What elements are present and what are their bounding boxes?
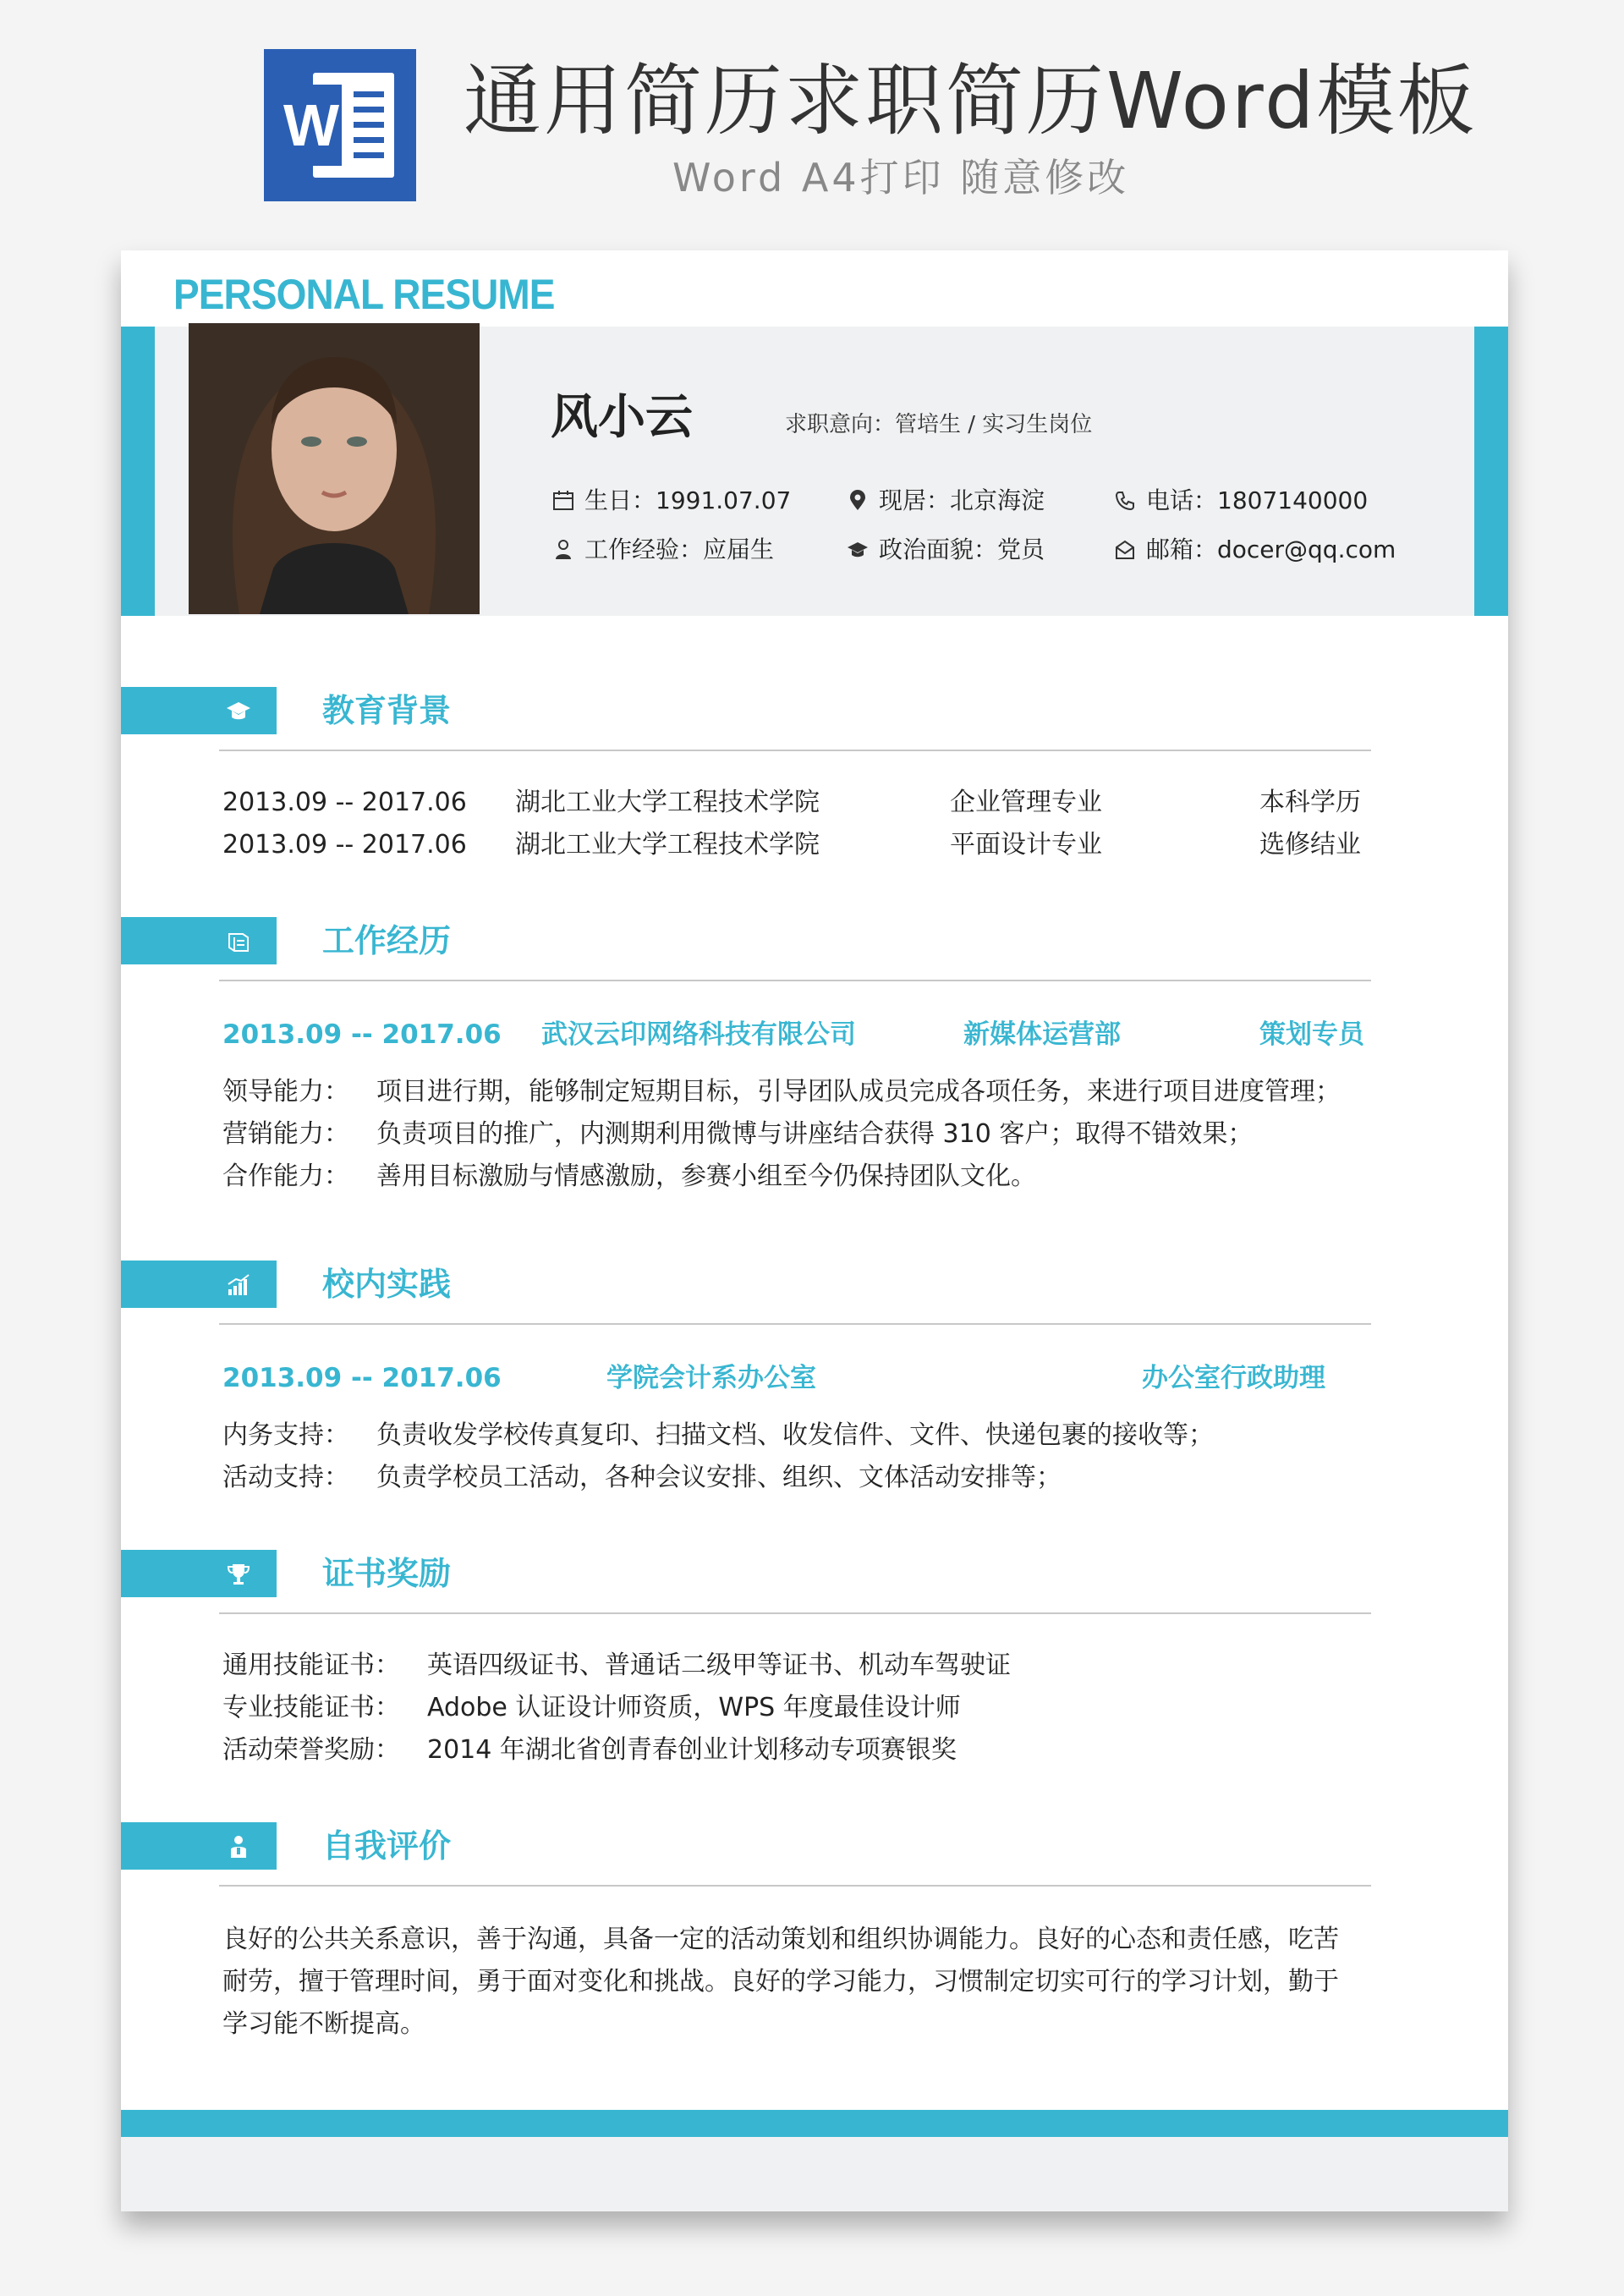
footer-accent-bar: [121, 2110, 1508, 2137]
work-department: 新媒体运营部: [963, 1019, 1121, 1050]
campus-title: 校内实践: [322, 1266, 452, 1303]
work-title: 工作经历: [322, 922, 452, 959]
header-accent-left: [121, 327, 155, 616]
calendar-icon: [552, 490, 574, 512]
residence-text: 现居：北京海淀: [879, 486, 1045, 514]
campus-section-bar: [121, 1261, 277, 1308]
work-item-label: 合作能力：: [222, 1162, 349, 1191]
word-letter: W: [281, 85, 342, 166]
phone-info: [1114, 484, 1368, 518]
campus-position: 办公室行政助理: [1142, 1363, 1325, 1393]
resume-page: [121, 250, 1508, 2211]
trophy-icon: [226, 1562, 251, 1587]
campus-item-label: 内务支持：: [222, 1420, 349, 1450]
politics-text: 政治面貌：党员: [879, 536, 1045, 563]
education-school: 湖北工业大学工程技术学院: [515, 830, 820, 860]
education-school: 湖北工业大学工程技术学院: [515, 788, 820, 817]
certificate-text: 英语四级证书、普通话二级甲等证书、机动车驾驶证: [427, 1651, 1011, 1680]
experience-text: 工作经验：应届生: [584, 536, 775, 563]
certificate-label: 通用技能证书：: [222, 1651, 400, 1680]
education-period: 2013.09 -- 2017.06: [222, 788, 467, 817]
education-major: 企业管理专业: [950, 788, 1102, 817]
certificates-section-bar: [121, 1550, 277, 1597]
education-degree: 选修结业: [1259, 830, 1361, 860]
email-text: 邮箱：docer@qq.com: [1146, 536, 1396, 563]
work-divider: [219, 980, 1371, 981]
campus-item-text: 负责收发学校传真复印、扫描文档、收发信件、文件、快递包裹的接收等；: [376, 1420, 1214, 1450]
education-period: 2013.09 -- 2017.06: [222, 830, 467, 860]
self-evaluation-title: 自我评价: [322, 1827, 452, 1865]
birthday-info: [552, 484, 791, 518]
certificate-label: 活动荣誉奖励：: [222, 1735, 400, 1765]
word-icon: [264, 49, 416, 201]
profile-photo: [189, 323, 480, 614]
header-accent-right: [1474, 327, 1508, 616]
user-icon: [552, 539, 574, 561]
self-evaluation-divider: [219, 1885, 1371, 1887]
work-item-label: 营销能力：: [222, 1119, 349, 1149]
work-item-label: 领导能力：: [222, 1077, 349, 1107]
certificate-text: Adobe 认证设计师资质，WPS 年度最佳设计师: [427, 1693, 961, 1722]
campus-item-text: 负责学校员工活动，各种会议安排、组织、文体活动安排等；: [376, 1463, 1062, 1492]
self-evaluation-text: 良好的公共关系意识，善于沟通，具备一定的活动策划和组织协调能力。良好的心态和责任感，吃苦耐劳，擅于管理时间，勇于面对变化和挑战。良好的学习能力，习惯制定切实可行的学习计划，勤于学习能不断提高。: [222, 1925, 1339, 2039]
education-divider: [219, 750, 1371, 751]
banner-subtitle: Word A4打印 随意修改: [672, 155, 1130, 200]
work-item-text: 善用目标激励与情感激励，参赛小组至今仍保持团队文化。: [376, 1162, 1036, 1191]
person-icon: [226, 1834, 251, 1859]
campus-period: 2013.09 -- 2017.06: [222, 1363, 502, 1393]
work-item-text: 负责项目的推广，内测期利用微博与讲座结合获得 310 客户；取得不错效果；: [376, 1119, 1254, 1149]
footer-band: [121, 2137, 1508, 2211]
envelope-icon: [1114, 539, 1136, 561]
education-title: 教育背景: [322, 692, 452, 729]
campus-item-label: 活动支持：: [222, 1463, 349, 1492]
graduation-cap-icon: [847, 539, 869, 561]
work-item-text: 项目进行期，能够制定短期目标，引导团队成员完成各项任务，来进行项目进度管理；: [376, 1077, 1341, 1107]
work-position: 策划专员: [1259, 1019, 1364, 1050]
certificate-text: 2014 年湖北省创青春创业计划移动专项赛银奖: [427, 1735, 957, 1765]
location-pin-icon: [847, 490, 869, 512]
education-major: 平面设计专业: [950, 830, 1102, 860]
work-company: 武汉云印网络科技有限公司: [541, 1019, 856, 1050]
graduation-cap-icon: [226, 699, 251, 724]
phone-text: 电话：1807140000: [1146, 486, 1369, 514]
email-info: [1114, 533, 1396, 567]
work-section-bar: [121, 917, 277, 964]
self-evaluation-section-bar: [121, 1822, 277, 1870]
work-period: 2013.09 -- 2017.06: [222, 1019, 502, 1050]
banner-title: 通用简历求职简历Word模板: [464, 56, 1478, 146]
experience-info: [552, 533, 774, 567]
candidate-name: 风小云: [551, 390, 693, 445]
residence-info: [847, 484, 1045, 518]
resume-label: PERSONAL RESUME: [173, 271, 555, 318]
job-intent: 求职意向：管培生 / 实习生岗位: [785, 412, 1093, 437]
bar-chart-icon: [226, 1272, 251, 1298]
birthday-text: 生日：1991.07.07: [584, 486, 792, 514]
politics-info: [847, 533, 1045, 567]
campus-organization: 学院会计系办公室: [606, 1363, 816, 1393]
campus-divider: [219, 1323, 1371, 1325]
book-icon: [226, 929, 251, 954]
education-degree: 本科学历: [1259, 788, 1361, 817]
certificate-label: 专业技能证书：: [222, 1693, 400, 1722]
certificates-divider: [219, 1612, 1371, 1614]
phone-icon: [1114, 490, 1136, 512]
education-section-bar: [121, 687, 277, 734]
certificates-title: 证书奖励: [322, 1555, 452, 1592]
